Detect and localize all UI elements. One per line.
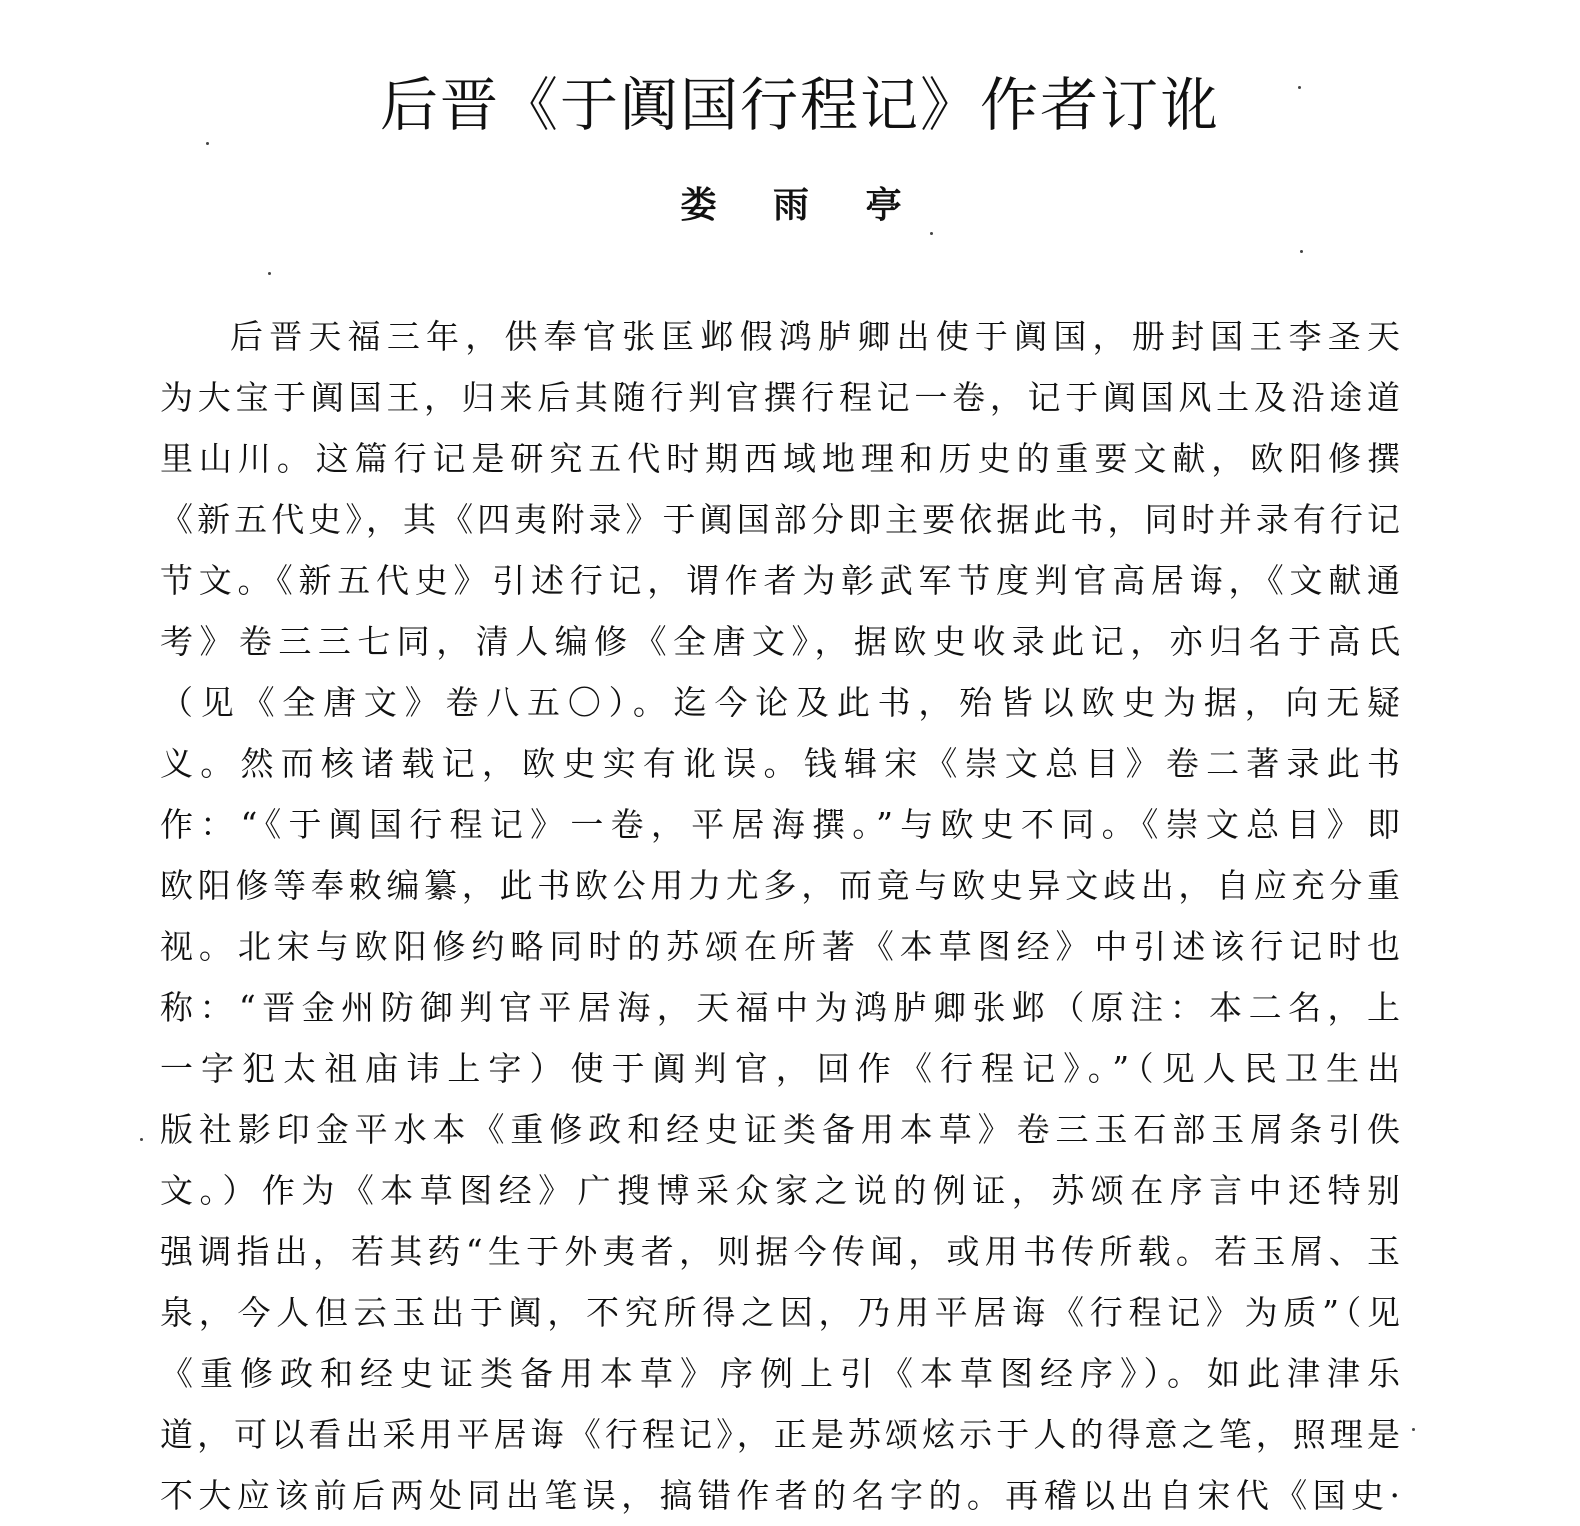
scan-speck <box>268 272 271 275</box>
scan-speck <box>1412 1428 1415 1431</box>
body-line: 一字犯太祖庙讳上字）使于阗判官，回作《行程记》。”（见人民卫生出 <box>160 1049 1400 1088</box>
body-line: 义。然而核诸载记，欧史实有讹误。钱辑宋《崇文总目》卷二著录此书 <box>160 744 1400 783</box>
article-author: 娄 雨 亭 <box>680 184 924 226</box>
body-line: 《新五代史》，其《四夷附录》于阗国部分即主要依据此书，同时并录有行记 <box>160 500 1400 539</box>
body-line: 强调指出，若其药“生于外夷者，则据今传闻，或用书传所载。若玉屑、玉 <box>160 1232 1400 1271</box>
body-line: 视。北宋与欧阳修约略同时的苏颂在所著《本草图经》中引述该行记时也 <box>160 927 1400 966</box>
article-title: 后晋《于阗国行程记》作者订讹 <box>379 71 1220 139</box>
scan-speck <box>1298 86 1301 89</box>
body-line: （见《全唐文》卷八五〇）。迄今论及此书，殆皆以欧史为据，向无疑 <box>160 683 1400 722</box>
body-line: 考》卷三三七同，清人编修《全唐文》，据欧史收录此记，亦归名于高氏 <box>160 622 1400 661</box>
scan-speck <box>140 1138 143 1141</box>
scan-speck <box>930 232 933 235</box>
body-line: 称：“晋金州防御判官平居海，天福中为鸿胪卿张邺（原注：本二名，上 <box>160 988 1400 1027</box>
body-line: 文。）作为《本草图经》广搜博采众家之说的例证，苏颂在序言中还特别 <box>160 1171 1400 1210</box>
body-line: 不大应该前后两处同出笔误，搞错作者的名字的。再稽以出自宋代《国史· <box>160 1476 1400 1515</box>
body-line: 节文。《新五代史》引述行记，谓作者为彰武军节度判官高居诲，《文献通 <box>160 561 1400 600</box>
body-line: 泉，今人但云玉出于阗，不究所得之因，乃用平居诲《行程记》为质”（见 <box>160 1293 1400 1332</box>
scan-speck <box>206 142 209 145</box>
body-line: 为大宝于阗国王，归来后其随行判官撰行程记一卷，记于阗国风土及沿途道 <box>160 378 1400 417</box>
body-line: 作：“《于阗国行程记》一卷，平居海撰。”与欧史不同。《崇文总目》即 <box>160 805 1400 844</box>
body-line: 后晋天福三年，供奉官张匡邺假鸿胪卿出使于阗国，册封国王李圣天 <box>230 317 1400 356</box>
body-line: 里山川。这篇行记是研究五代时期西域地理和历史的重要文献，欧阳修撰 <box>160 439 1400 478</box>
article-body <box>160 306 1400 1526</box>
body-line: 《重修政和经史证类备用本草》序例上引《本草图经序》）。如此津津乐 <box>160 1354 1400 1393</box>
scan-speck <box>1300 250 1303 253</box>
body-line: 版社影印金平水本《重修政和经史证类备用本草》卷三玉石部玉屑条引佚 <box>160 1110 1400 1149</box>
body-line: 欧阳修等奉敕编纂，此书欧公用力尤多，而竟与欧史异文歧出，自应充分重 <box>160 866 1400 905</box>
body-line: 道，可以看出采用平居诲《行程记》，正是苏颂炫示于人的得意之笔，照理是 <box>160 1415 1400 1454</box>
